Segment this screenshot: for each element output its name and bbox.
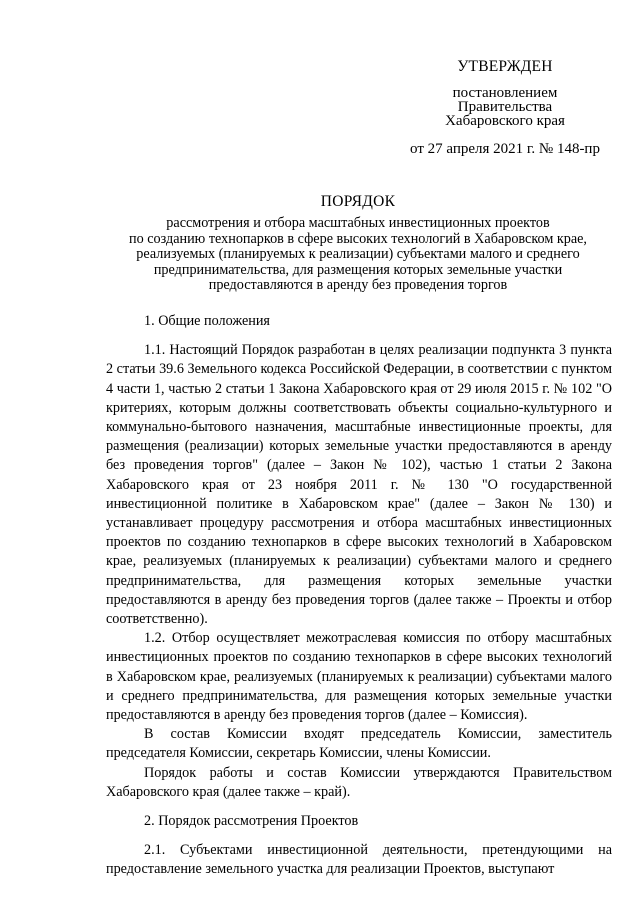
paragraph-1-3: В состав Комиссии входят председатель Комиссии, заместитель председателя Комиссии, секретарь Комиссии, члены Комиссии. xyxy=(106,726,612,762)
paragraph-2-1: 2.1. Субъектами инвестиционной деятельности, претендующими на предоставление земельного участка для реализации Проектов, выступают xyxy=(106,842,612,878)
approval-title: УТВЕРЖДЕН xyxy=(457,58,553,75)
document-body xyxy=(106,312,612,880)
approval-line-2: Правительства xyxy=(457,99,553,115)
document-title: ПОРЯДОК xyxy=(320,193,396,210)
subtitle-line: предпринимательства, для размещения которых земельные участки xyxy=(153,261,563,278)
subtitle-line: рассмотрения и отбора масштабных инвестиционных проектов xyxy=(166,215,550,231)
approval-date: от 27 апреля 2021 г. № 148-пр xyxy=(410,141,600,157)
subtitle-line: реализуемых (планируемых к реализации) субъектами малого и среднего xyxy=(136,246,580,262)
approval-stamp xyxy=(380,58,630,156)
subtitle-line: предоставляются в аренду без проведения торгов xyxy=(208,277,508,293)
section-heading-procedure: 2. Порядок рассмотрения Проектов xyxy=(144,813,359,830)
document-subtitle xyxy=(88,216,628,294)
approval-line-1: постановлением xyxy=(452,85,558,101)
section-heading-general: 1. Общие положения xyxy=(144,313,270,329)
paragraph-1-4: Порядок работы и состав Комиссии утверждаются Правительством Хабаровского края (далее также – край). xyxy=(106,764,612,800)
paragraph-1-1: 1.1. Настоящий Порядок разработан в целях реализации подпункта 3 пункта 2 статьи 39.6 Земельного кодекса Российской Федерации, в соответствии с пунктом 4 части 1, частью 2 статьи 1 Закона Хабаровского края от 29 июля 2015 г. № 102 "О критериях, которым должны соответствовать объекты социально-культурного и коммунально-бытового назначения, масштабные инвестиционные проекты, для размещения (реализации) которых земельные участки предоставляются в аренду без проведения торгов" (далее – Закон № 102), частью 1 статьи 2 Закона Хабаровского края от 23 ноября 2011 г. № 130 "О государственной инвестиционной политике в Хабаровском крае" (далее – Закон № 130) и устанавливает процедуру рассмотрения и отбора масштабных инвестиционных проектов по созданию технопарков в сфере высоких технологий в Хабаровском крае, реализуемых (планируемых к реализации) субъектами малого и среднего предпринимательства, для размещения которых земельные участки предоставляются в аренду без проведения торгов (далее также – Проекты и отбор соответственно). xyxy=(106,342,612,628)
approval-line-3: Хабаровского края xyxy=(445,113,565,129)
paragraph-1-2: 1.2. Отбор осуществляет межотраслевая комиссия по отбору масштабных инвестиционных проектов по созданию технопарков в сфере высоких технологий в Хабаровском крае, реализуемых (планируемых к реализации) субъектами малого и среднего предпринимательства, для размещения которых земельные участки предоставляются в аренду без проведения торгов (далее – Комиссия). xyxy=(106,630,612,724)
subtitle-line: по созданию технопарков в сфере высоких технологий в Хабаровском крае, xyxy=(129,230,587,247)
